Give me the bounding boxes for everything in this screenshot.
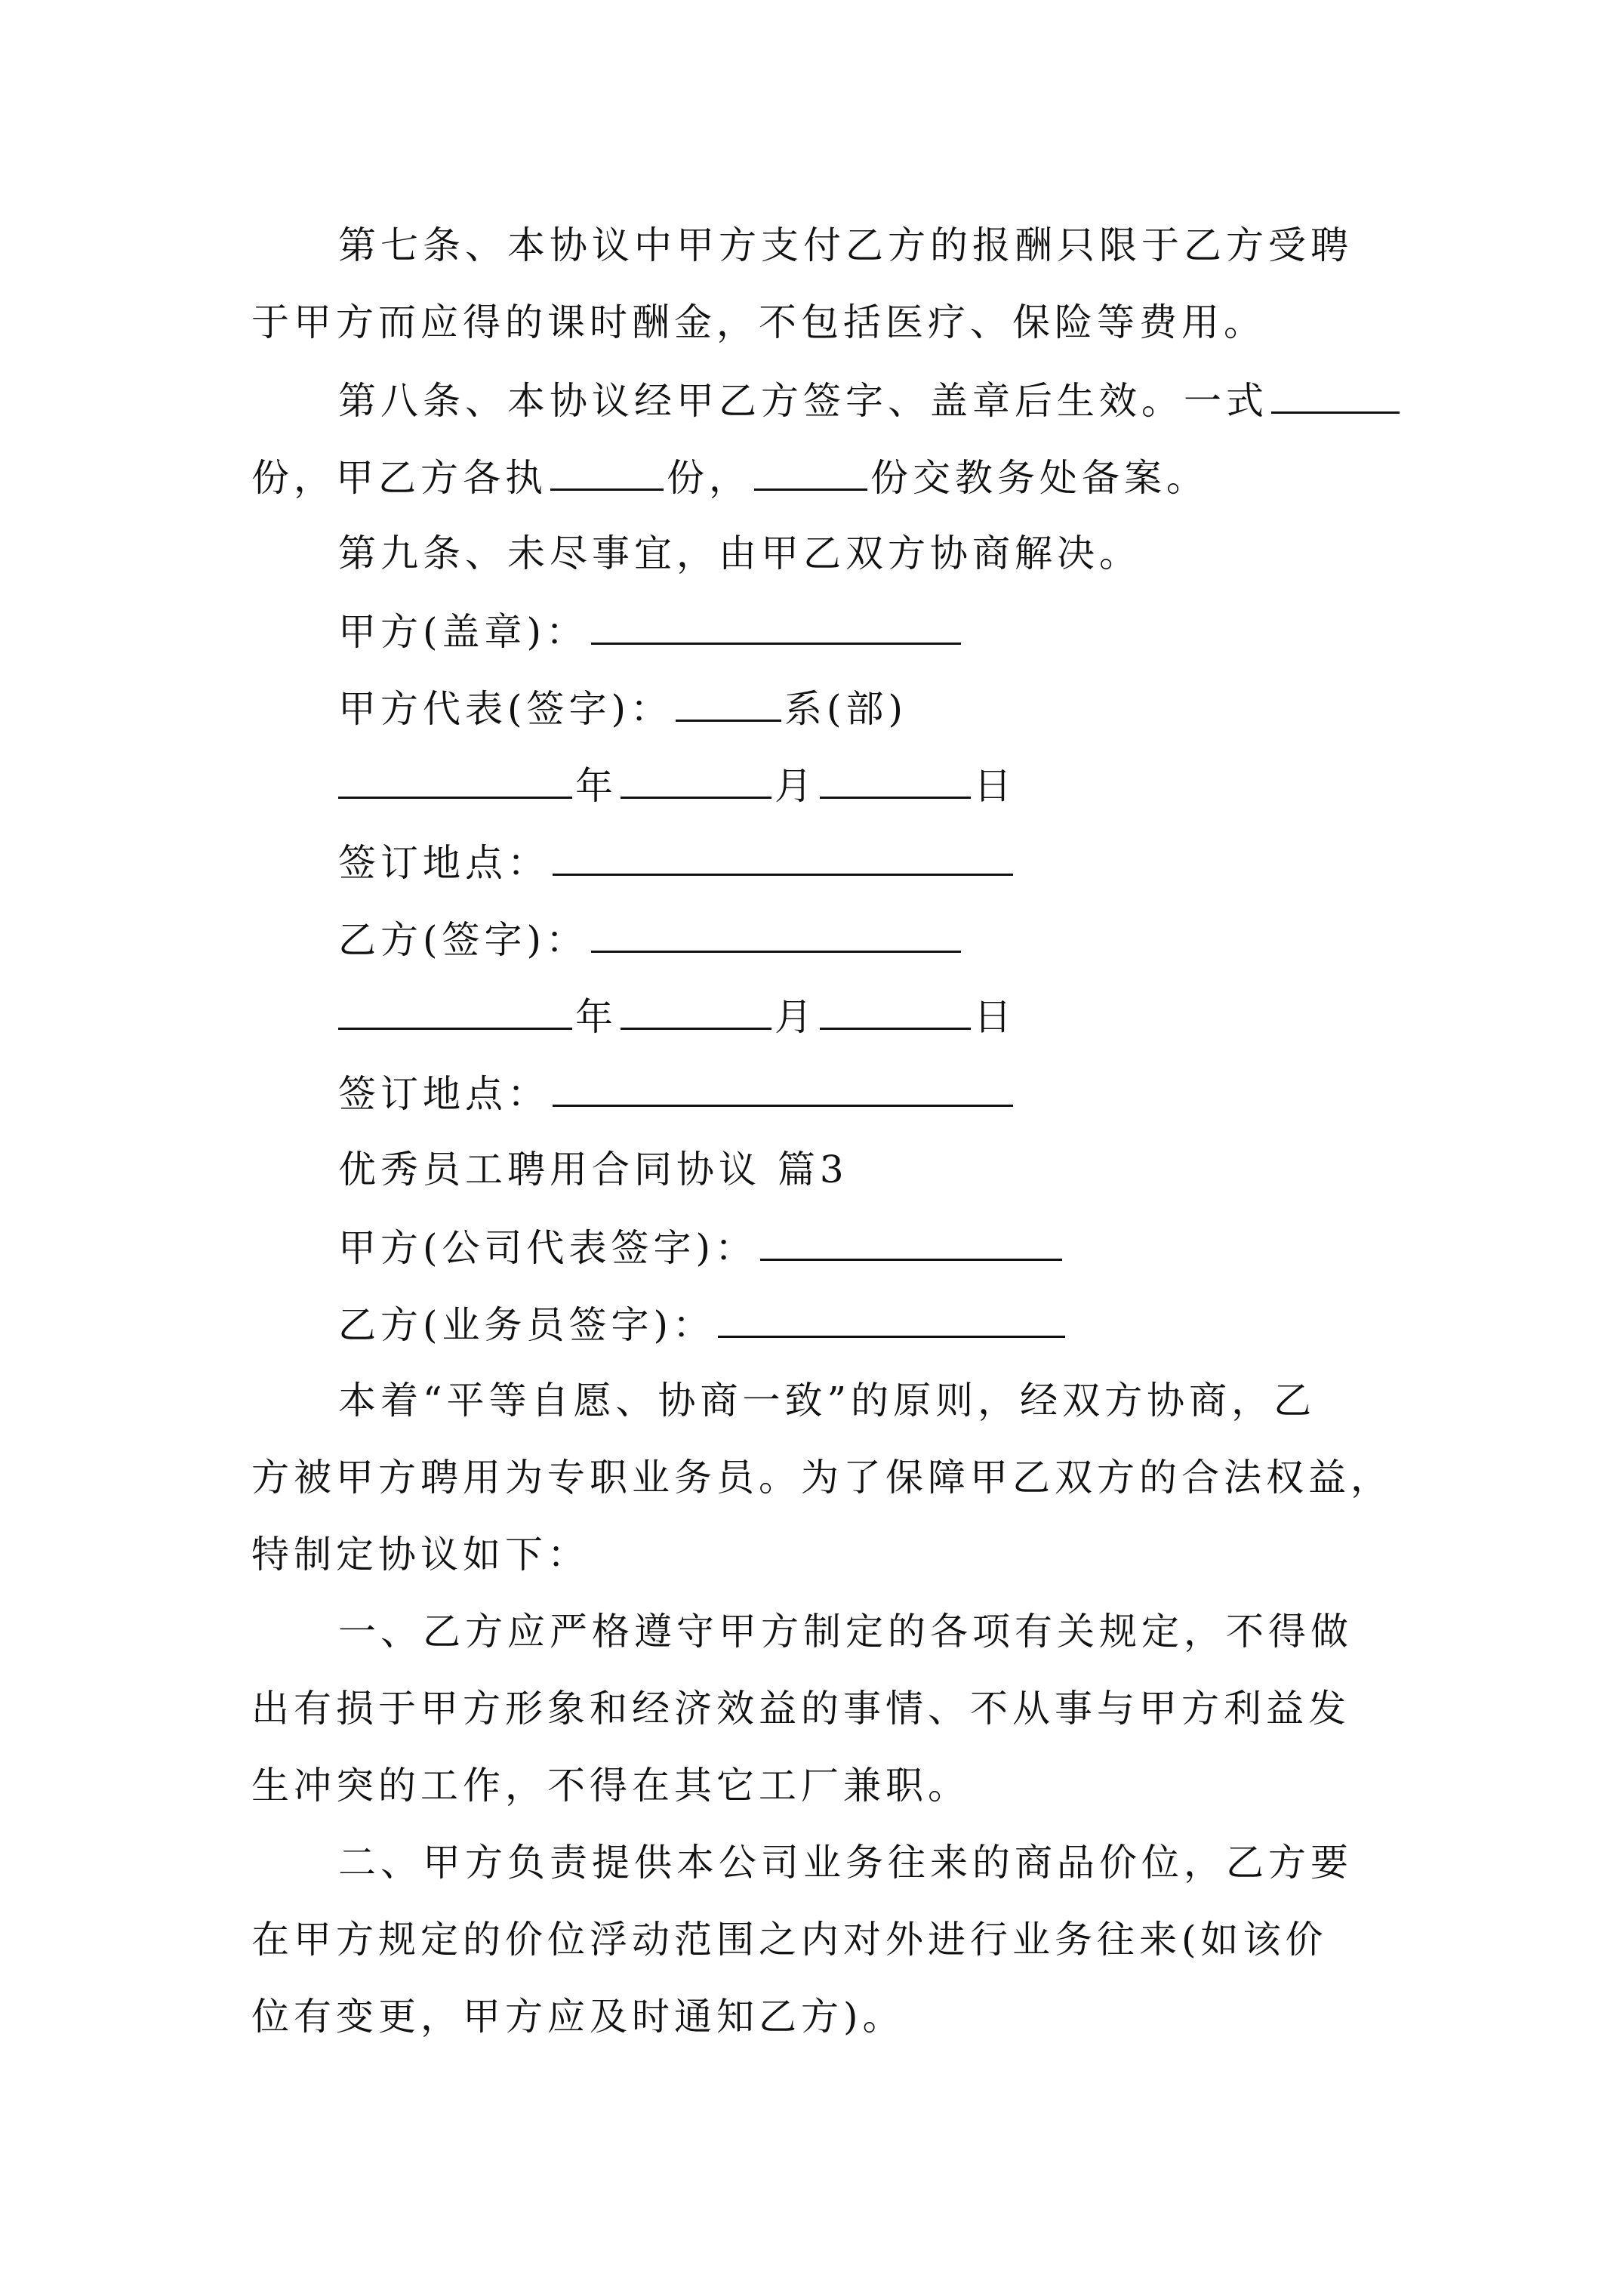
article7-line1: 第七条、本协议中甲方支付乙方的报酬只限于乙方受聘 [338,223,1353,267]
article9: 第九条、未尽事宜，由甲乙双方协商解决。 [338,532,1141,575]
month-label-a: 月 [775,764,817,808]
sign-place-blank-a [553,839,1013,876]
year-blank-b [338,993,572,1030]
party-a-company-line [338,1224,1065,1271]
clause2-line2: 在甲方规定的价位浮动范围之内对外进行业务往来(如该价 [251,1918,1328,1962]
day-blank-b [820,993,971,1030]
party-a-company-label: 甲方(公司代表签字)： [338,1226,758,1270]
party-b-sign-line [338,916,964,963]
party-b-sign-label: 乙方(签字)： [338,918,589,962]
month-label-b: 月 [775,995,817,1039]
copies-office-blank [754,454,867,491]
party-a-rep-label: 甲方代表(签字)： [338,687,673,731]
day-label-b: 日 [974,995,1016,1039]
party-a-company-blank [760,1224,1062,1261]
sign-place-line-b [338,1070,1016,1117]
intro-line2: 方被甲方聘用为专职业务员。为了保障甲乙双方的合法权益， [251,1456,1393,1499]
date-line-a [338,762,1016,809]
intro-line3: 特制定协议如下： [251,1533,590,1576]
clause1-line2: 出有损于甲方形象和经济效益的事情、不从事与甲方利益发 [251,1687,1350,1730]
year-label-b: 年 [575,995,617,1039]
article8-line2-a: 份，甲乙方各执 [251,456,547,500]
clause1-line1: 一、乙方应严格遵守甲方制定的各项有关规定，不得做 [338,1610,1353,1653]
year-blank-a [338,762,572,799]
month-blank-a [621,762,771,799]
article8-line2 [251,454,1209,501]
intro-line1: 本着“平等自愿、协商一致”的原则，经双方协商，乙 [338,1379,1317,1422]
party-b-salesman-label: 乙方(业务员签字)： [338,1303,716,1347]
party-a-rep-line [338,685,907,732]
party-a-seal-label: 甲方(盖章)： [338,610,589,654]
party-b-salesman-line [338,1301,1068,1348]
date-line-b [338,993,1016,1040]
article8-line2-c: 份交教务处备案。 [870,456,1209,500]
sign-place-label-b: 签订地点： [338,1072,550,1116]
party-a-seal-blank [591,608,961,645]
copies-total-blank [1271,377,1400,414]
party-b-salesman-blank [718,1301,1065,1338]
article8-line2-b: 份， [667,456,751,500]
party-a-seal-line [338,608,964,655]
day-blank-a [820,762,971,799]
sign-place-line-a [338,839,1016,886]
department-blank [676,685,781,722]
section-title: 优秀员工聘用合同协议 篇3 [338,1148,848,1191]
article8-line1-text: 第八条、本协议经甲乙方签字、盖章后生效。一式 [338,379,1268,423]
copies-each-blank [550,454,664,491]
clause1-line3: 生冲突的工作，不得在其它工厂兼职。 [251,1764,970,1808]
clause2-line3: 位有变更，甲方应及时通知乙方)。 [251,1995,905,2039]
clause2-line1: 二、甲方负责提供本公司业务往来的商品价位，乙方要 [338,1841,1353,1885]
sign-place-label-a: 签订地点： [338,841,550,885]
party-b-sign-blank [591,916,961,953]
sign-place-blank-b [553,1070,1013,1107]
article8-line1 [338,377,1403,424]
article7-line2: 于甲方而应得的课时酬金，不包括医疗、保险等费用。 [251,300,1266,344]
year-label-a: 年 [575,764,617,808]
month-blank-b [621,993,771,1030]
day-label-a: 日 [974,764,1016,808]
department-label: 系(部) [784,687,908,731]
